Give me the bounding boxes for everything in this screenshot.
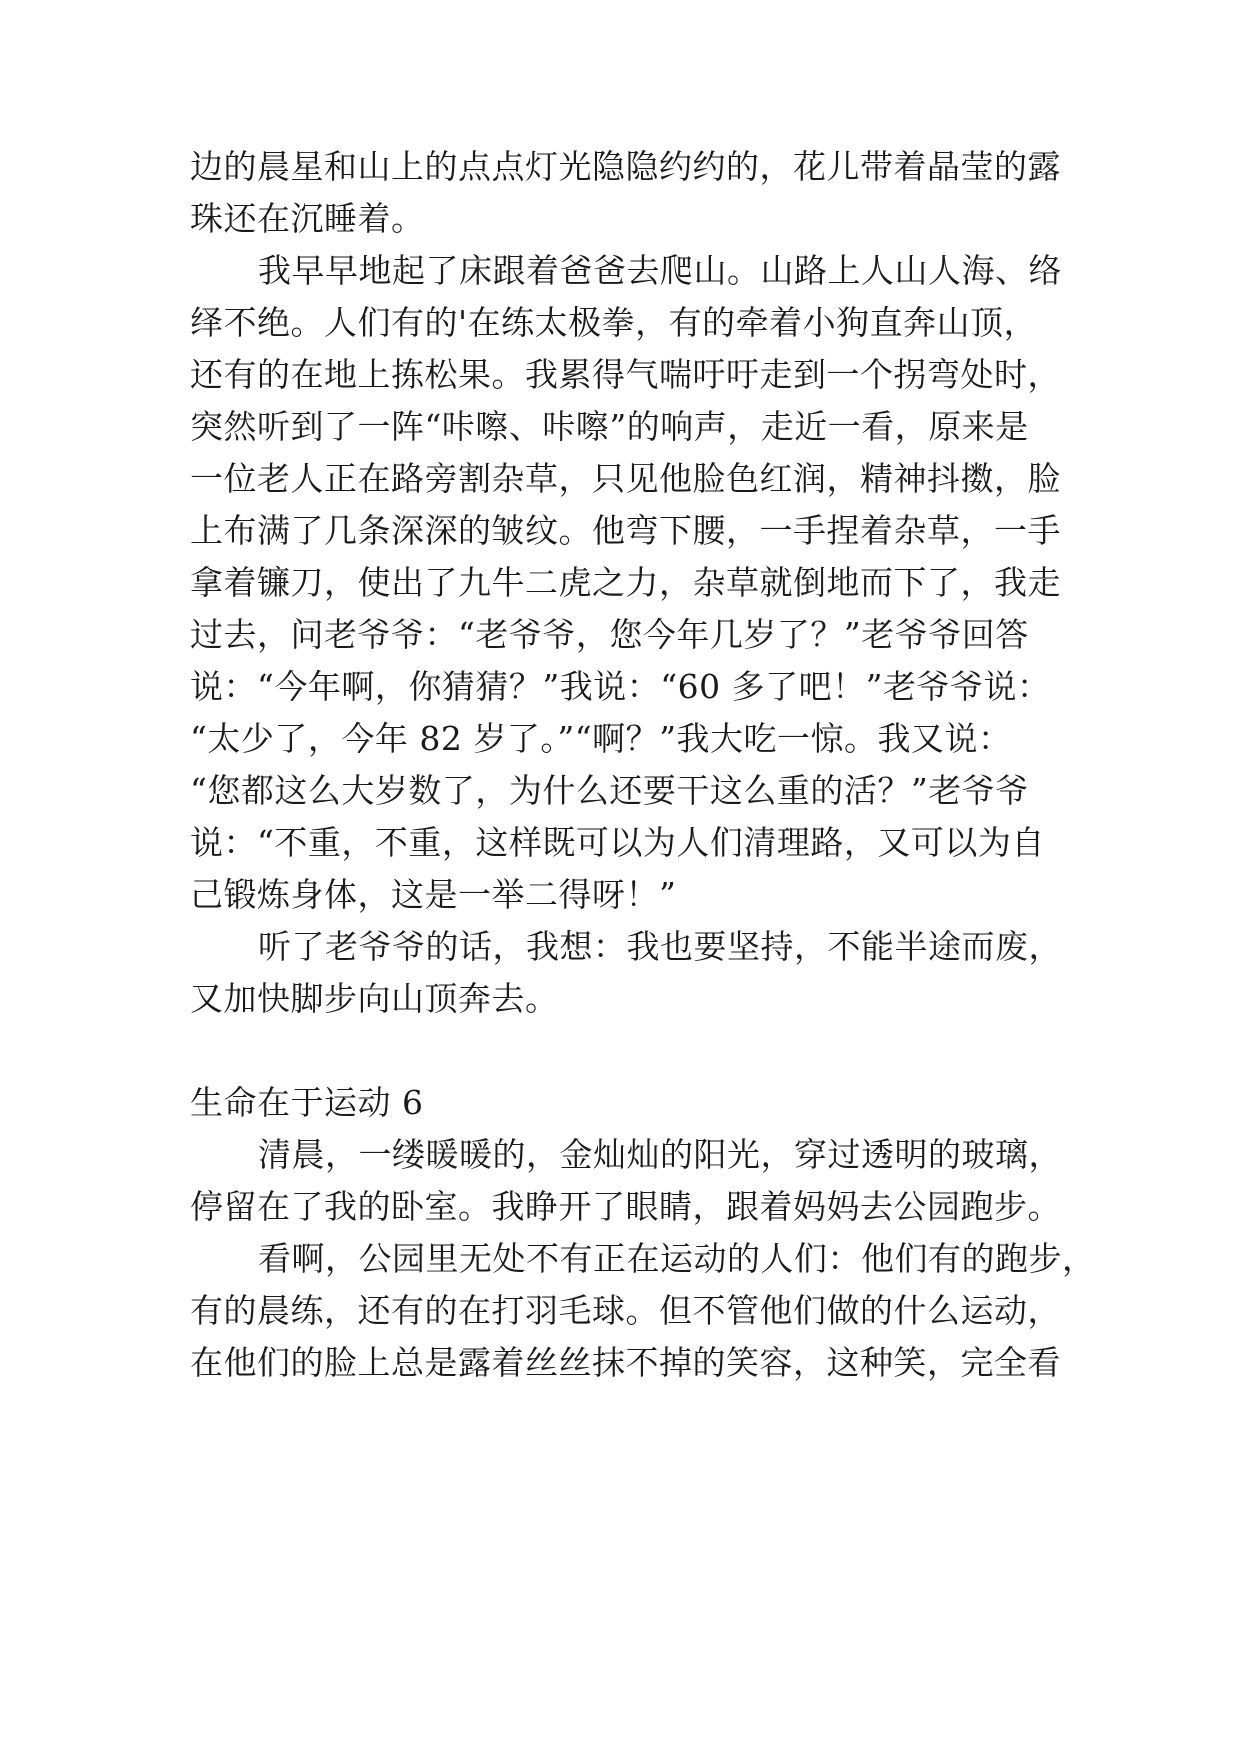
text-line: 边的晨星和山上的点点灯光隐隐约约的，花儿带着晶莹的露 [190,147,1061,186]
text-line: 己锻炼身体，这是一举二得呀！” [190,875,677,914]
text-line: 突然听到了一阵“咔嚓、咔嚓”的响声，走近一看，原来是 [190,407,1029,446]
paragraph-start-line: 听了老爷爷的话，我想：我也要坚持，不能半途而废， [258,927,1062,966]
text-line: 一位老人正在路旁割杂草，只见他脸色红润，精神抖擞，脸 [190,459,1061,498]
text-line: 有的晨练，还有的在打羽毛球。但不管他们做的什么运动， [190,1291,1061,1330]
text-line: 过去，问老爷爷：“老爷爷，您今年几岁了？”老爷爷回答 [190,615,1029,654]
text-line: 又加快脚步向山顶奔去。 [190,979,559,1018]
text-line: 说：“今年啊，你猜猜？”我说：“60 多了吧！”老爷爷说： [190,667,1051,706]
section-heading: 生命在于运动 6 [190,1083,424,1122]
text-line: 还有的在地上拣松果。我累得气喘吁吁走到一个拐弯处时， [190,355,1061,394]
text-line: 珠还在沉睡着。 [190,199,425,238]
text-line: 拿着镰刀，使出了九牛二虎之力，杂草就倒地而下了，我走 [190,563,1061,602]
text-line: 上布满了几条深深的皱纹。他弯下腰，一手捏着杂草，一手 [190,511,1061,550]
text-line: 在他们的脸上总是露着丝丝抹不掉的笑容，这种笑，完全看 [190,1343,1061,1382]
text-line: 绎不绝。人们有的'在练太极拳，有的牵着小狗直奔山顶， [190,303,1038,342]
paragraph-start-line: 我早早地起了床跟着爸爸去爬山。山路上人山人海、络 [258,251,1062,290]
text-line: 说：“不重，不重，这样既可以为人们清理路，又可以为自 [190,823,1045,862]
text-line: “您都这么大岁数了，为什么还要干这么重的活？”老爷爷 [190,771,1029,810]
paragraph-start-line: 清晨，一缕暖暖的，金灿灿的阳光，穿过透明的玻璃， [258,1135,1062,1174]
text-line: 停留在了我的卧室。我睁开了眼睛，跟着妈妈去公园跑步。 [190,1187,1061,1226]
paragraph-start-line: 看啊，公园里无处不有正在运动的人们：他们有的跑步， [258,1239,1096,1278]
text-line: “太少了，今年 82 岁了。”“啊？”我大吃一惊。我又说： [190,719,1012,758]
